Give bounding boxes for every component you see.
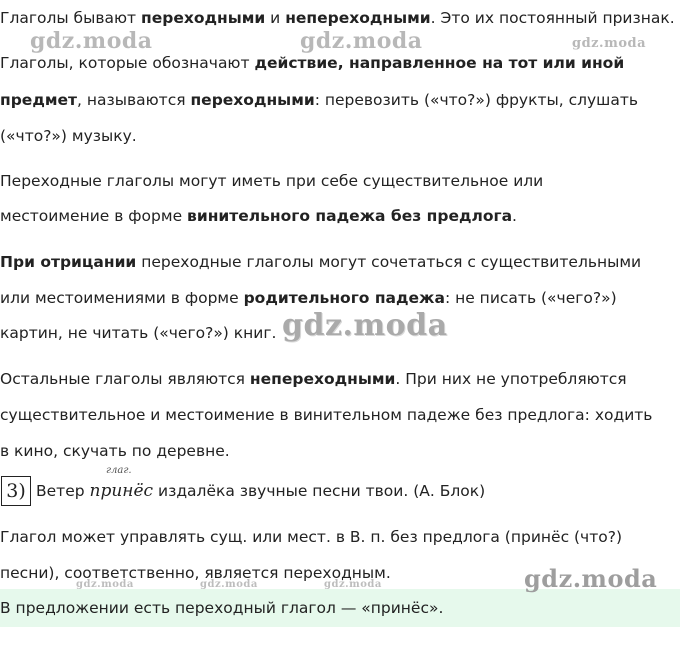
task-number-box: 3) — [1, 476, 31, 506]
bold-term: предмет — [0, 91, 78, 109]
answer-banner — [0, 589, 680, 627]
italic-verb: принёс — [89, 481, 154, 501]
watermark: gdz.moda — [30, 28, 153, 54]
watermark: gdz.moda — [282, 308, 448, 343]
paragraph-3-line-1 — [0, 252, 641, 272]
bold-term: переходными — [190, 91, 315, 109]
text: издалёка звучные песни твои. (А. Блок) — [153, 482, 486, 500]
paragraph-1-line-2 — [0, 53, 624, 73]
text: : перевозить («что?») фрукты, слушать — [314, 91, 639, 109]
watermark: gdz.moda — [524, 564, 658, 593]
text: и — [265, 9, 286, 27]
paragraph-3-line-2 — [0, 288, 617, 308]
text: или местоимениями в форме — [0, 289, 244, 307]
answer-text: В предложении есть переходный глагол — «принёс». — [0, 599, 444, 617]
paragraph-1-line-1 — [0, 8, 675, 28]
explanation-line-2: песни), соответственно, является переходным. — [0, 564, 391, 582]
task-sentence — [36, 481, 485, 501]
text: . — [512, 207, 517, 225]
text: , называются — [77, 91, 191, 109]
bold-term: непереходными — [249, 370, 396, 388]
bold-term: действие, направленное на тот или иной — [254, 54, 625, 72]
text: переходные глаголы могут сочетаться с существительными — [136, 253, 642, 271]
paragraph-3-line-3: картин, не читать («чего?») книг. — [0, 324, 277, 342]
text: Ветер — [36, 482, 90, 500]
text: Глаголы бывают — [0, 9, 141, 27]
text: Остальные глаголы являются — [0, 370, 250, 388]
paragraph-1-line-3 — [0, 90, 638, 110]
watermark: gdz.moda — [300, 28, 423, 54]
bold-term: переходными — [141, 9, 266, 27]
explanation-line-1: Глагол может управлять сущ. или мест. в В. п. без предлога (принёс (что?) — [0, 528, 623, 546]
paragraph-4-line-2: существительное и местоимение в винительном падеже без предлога: ходить — [0, 406, 653, 424]
paragraph-1-line-4: («что?») музыку. — [0, 127, 137, 145]
paragraph-4-line-3: в кино, скучать по деревне. — [0, 442, 230, 460]
watermark: gdz.moda — [200, 579, 258, 590]
bold-term: родительного падежа — [243, 289, 445, 307]
text: Глаголы, которые обозначают — [0, 54, 255, 72]
text: . При них не употребляются — [395, 370, 627, 388]
watermark: gdz.moda — [572, 36, 647, 51]
watermark: gdz.moda — [76, 579, 134, 590]
bold-term: При отрицании — [0, 253, 137, 271]
paragraph-2-line-2 — [0, 206, 517, 226]
verb-annotation: глаг. — [106, 465, 132, 476]
paragraph-2-line-1: Переходные глаголы могут иметь при себе существительное или — [0, 172, 544, 190]
text: . Это их постоянный признак. — [430, 9, 675, 27]
watermark: gdz.moda — [324, 579, 382, 590]
text: : не писать («чего?») — [444, 289, 617, 307]
paragraph-4-line-1 — [0, 369, 627, 389]
text: местоимение в форме — [0, 207, 188, 225]
bold-term: винительного падежа без предлога — [187, 207, 513, 225]
bold-term: непереходными — [285, 9, 431, 27]
